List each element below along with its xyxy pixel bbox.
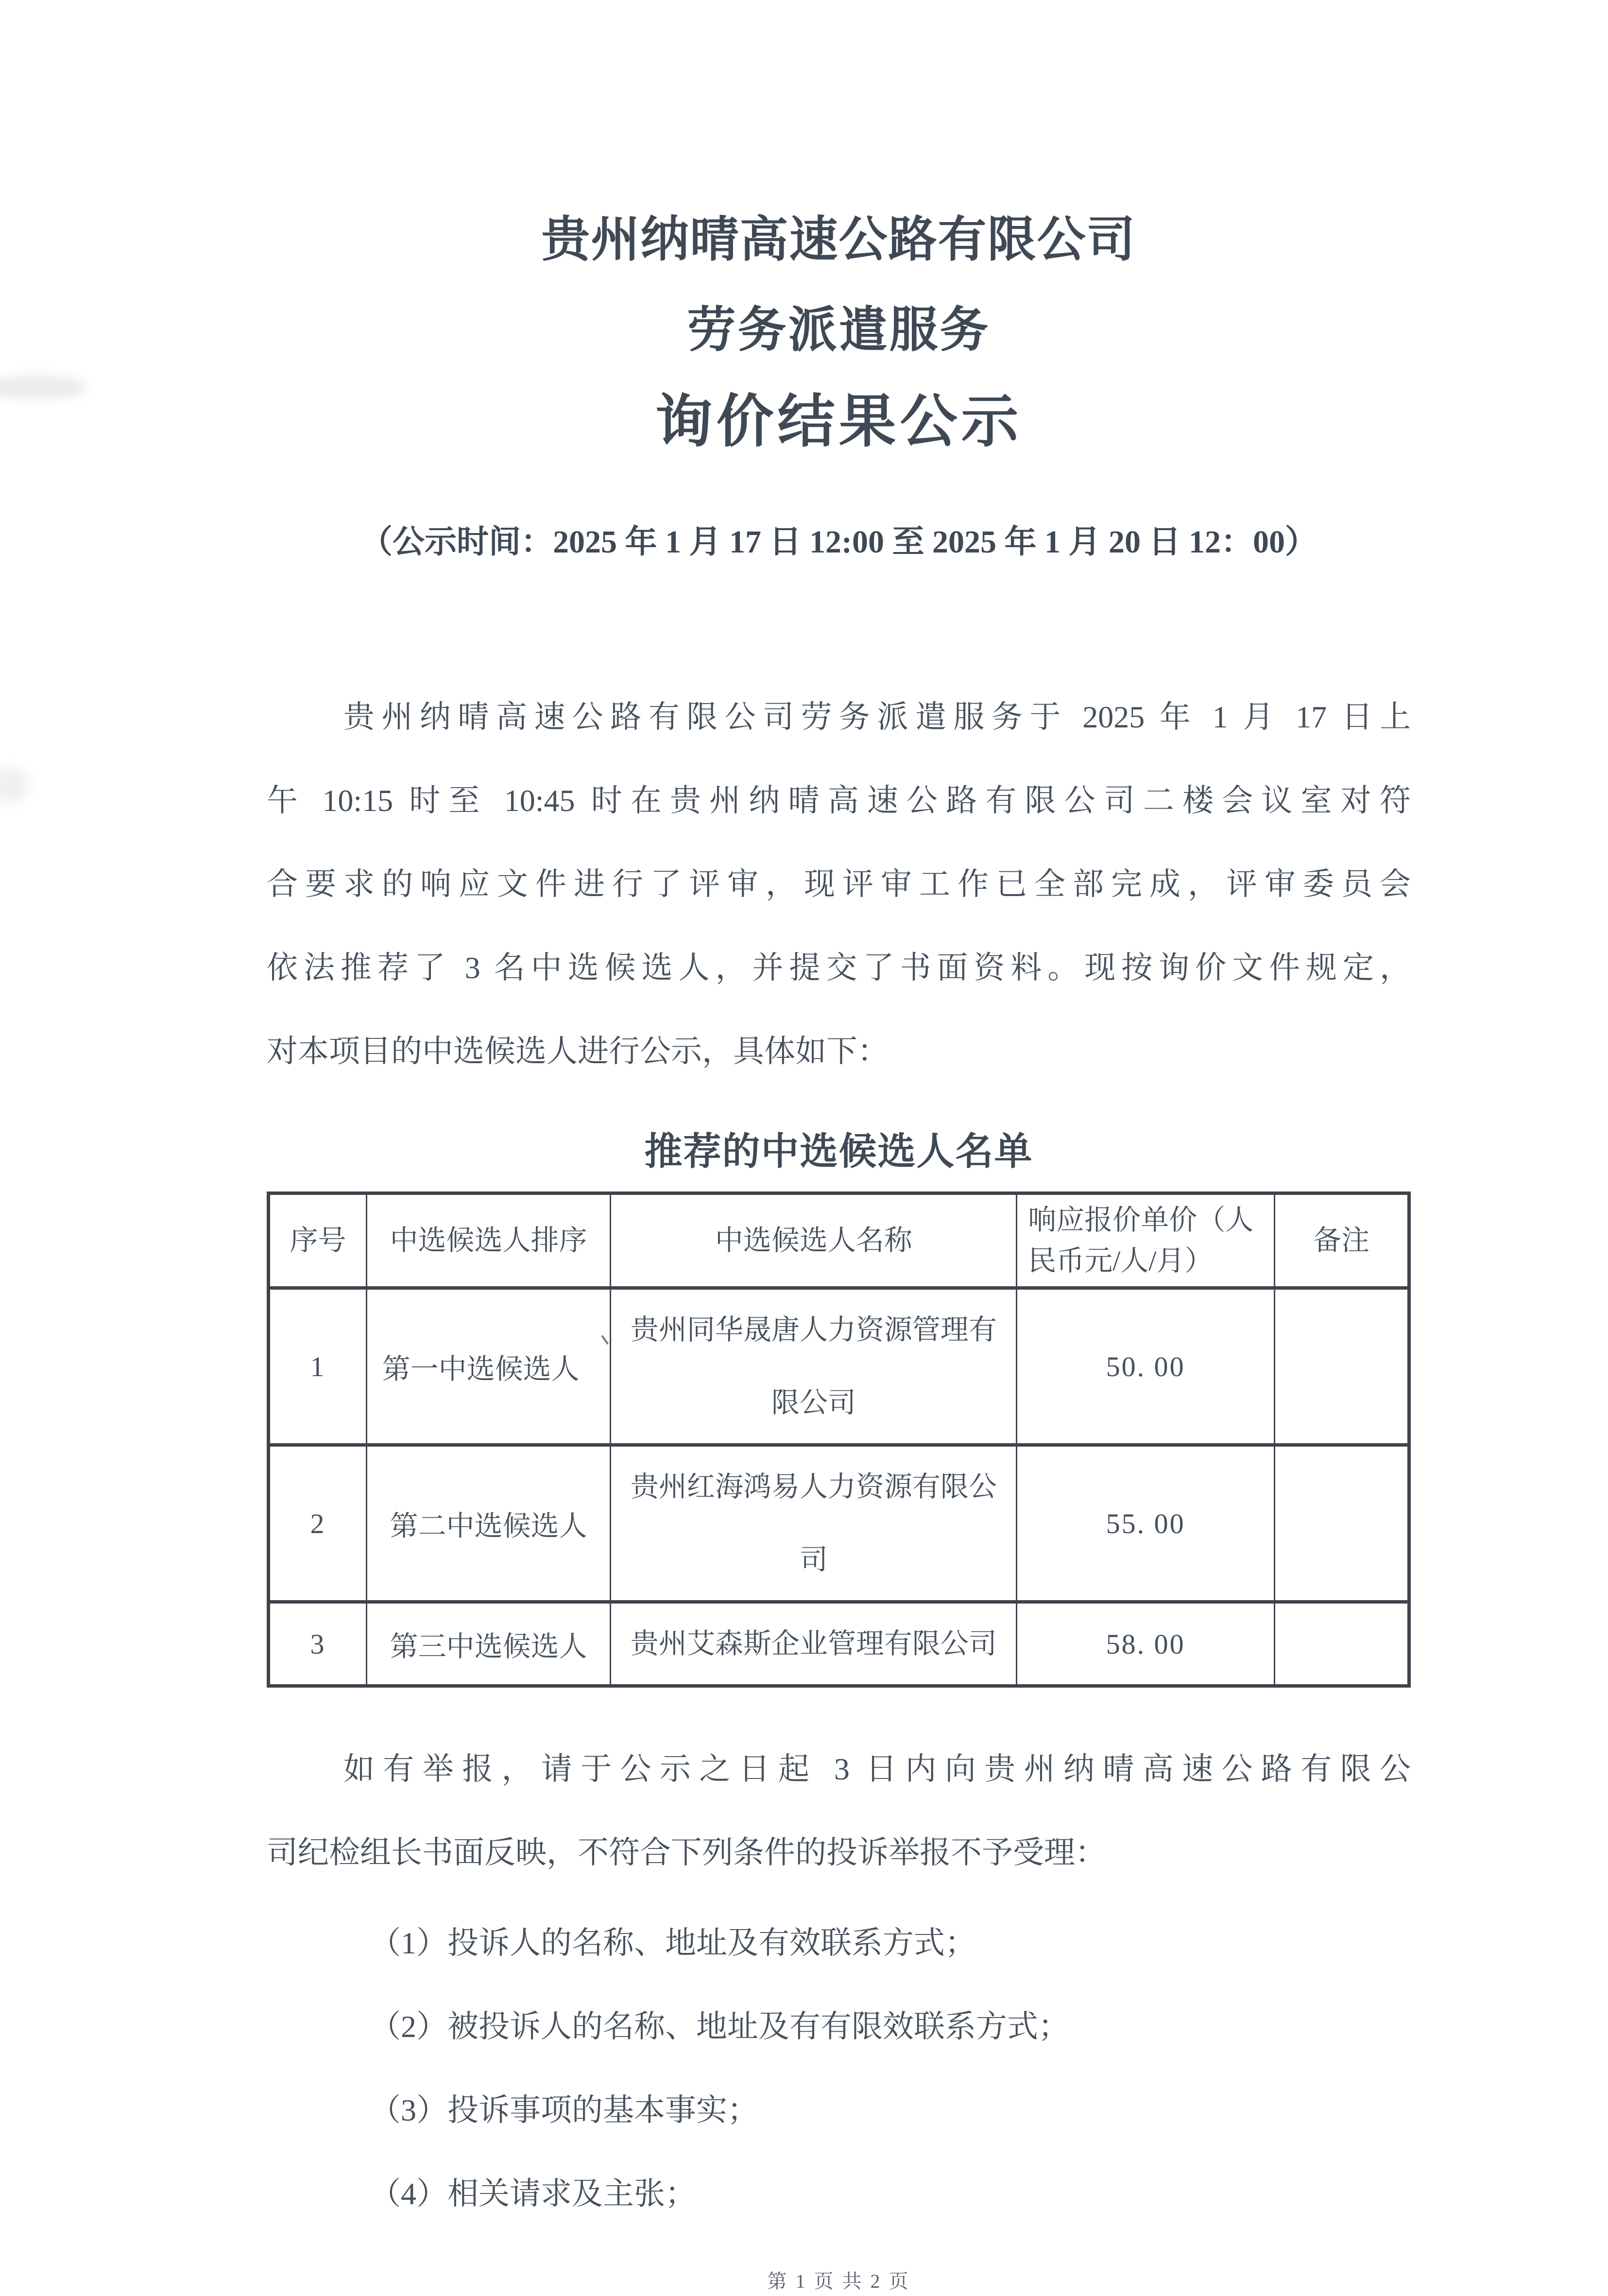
company-title: 贵州纳晴高速公路有限公司 <box>541 213 1136 267</box>
remark-cell <box>1274 1602 1409 1686</box>
rank-cell <box>366 1288 610 1445</box>
name-cell: 贵州同华晟唐人力资源管理有限公司 <box>611 1288 1017 1445</box>
scan-smudge <box>0 375 87 399</box>
header-cell-seq: 序号 <box>269 1193 367 1288</box>
remark-cell <box>1274 1288 1409 1445</box>
rank-cell: 第二中选候选人 <box>366 1445 610 1602</box>
paragraph-line: 如有举报，请于公示之日起 3 日内向贵州纳晴高速公路有限公 <box>343 1752 1411 1786</box>
header-cell-name: 中选候选人名称 <box>611 1193 1017 1288</box>
rank-text: 第一中选候选人 <box>382 1353 580 1385</box>
seq-cell: 2 <box>269 1445 367 1602</box>
table-row <box>269 1602 1409 1686</box>
header-cell-remark: 备注 <box>1274 1193 1409 1288</box>
document-content <box>267 0 1411 2296</box>
page-number: 第 1 页 共 2 页 <box>767 2270 910 2292</box>
seq-cell: 3 <box>269 1602 367 1686</box>
title-block <box>267 0 1411 462</box>
price-cell: 58. 00 <box>1017 1602 1275 1686</box>
header-cell-price: 响应报价单价（人民币元/人/月） <box>1017 1193 1275 1288</box>
rank-cell: 第三中选候选人 <box>366 1602 610 1686</box>
paragraph-line: 午 10:15 时至 10:45 时在贵州纳晴高速公路有限公司二楼会议室对符 <box>267 783 1411 818</box>
service-title: 劳务派遣服务 <box>687 303 991 357</box>
header-cell-rank: 中选候选人排序 <box>366 1193 610 1288</box>
name-cell: 贵州艾森斯企业管理有限公司 <box>611 1602 1017 1686</box>
notice-time-line: （公示时间：2025 年 1 月 17 日 12:00 至 2025 年 1 月 20 日 12：00） <box>360 524 1317 560</box>
paragraph-line: 依法推荐了 3 名中选候选人，并提交了书面资料。现按询价文件规定， <box>267 950 1411 985</box>
scan-tick-artifact <box>601 1335 609 1345</box>
remark-cell <box>1274 1445 1409 1602</box>
paragraph-line: 对本项目的中选候选人进行公示，具体如下： <box>267 1034 889 1069</box>
list-item: （4）相关请求及主张； <box>370 2176 696 2211</box>
price-cell: 50. 00 <box>1017 1288 1275 1445</box>
list-item: （2）被投诉人的名称、地址及有有限效联系方式； <box>370 2009 1069 2044</box>
price-cell: 55. 00 <box>1017 1445 1275 1602</box>
name-cell: 贵州红海鸿易人力资源有限公司 <box>611 1445 1017 1602</box>
paragraph-line: 司纪检组长书面反映，不符合下列条件的投诉举报不予受理： <box>267 1835 1106 1870</box>
candidate-table <box>267 1191 1411 1688</box>
intro-paragraph <box>267 675 1411 1093</box>
scan-smudge <box>0 768 29 803</box>
notice-title: 询价结果公示 <box>655 390 1023 454</box>
paragraph-line: 贵州纳晴高速公路有限公司劳务派遣服务于 2025 年 1 月 17 日上 <box>343 700 1411 734</box>
table-title: 推荐的中选候选人名单 <box>644 1130 1033 1173</box>
condition-list <box>267 1901 1411 2236</box>
table-row <box>269 1288 1409 1445</box>
paragraph-line: 合要求的响应文件进行了评审，现评审工作已全部完成，评审委员会 <box>267 867 1411 901</box>
complaint-paragraph <box>267 1727 1411 1895</box>
list-item: （3）投诉事项的基本事实； <box>370 2093 758 2127</box>
list-item: （1）投诉人的名称、地址及有效联系方式； <box>370 1926 976 1960</box>
seq-cell: 1 <box>269 1288 367 1445</box>
table-header-row <box>269 1193 1409 1288</box>
table-row <box>269 1445 1409 1602</box>
